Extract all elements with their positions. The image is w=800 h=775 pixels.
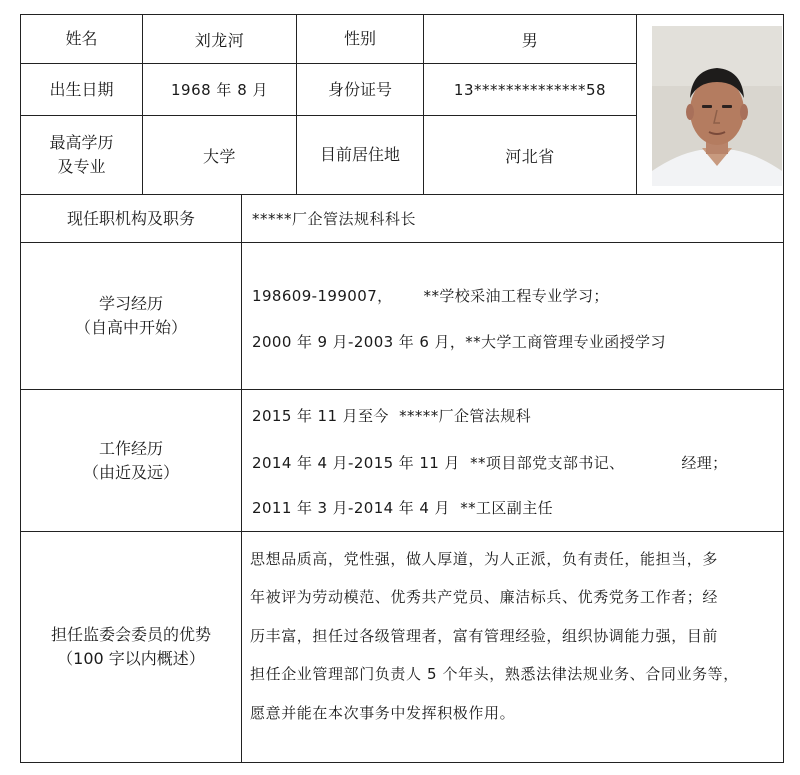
- table-border-right: [783, 14, 784, 763]
- advantage-line: 思想品质高，党性强，做人厚道，为人正派，负有责任，能担当，多: [250, 550, 719, 568]
- position-label: 现任职机构及职务: [66, 208, 195, 228]
- advantage-text: [250, 540, 775, 732]
- name-label: 姓名: [65, 29, 98, 48]
- column-divider: [241, 194, 242, 763]
- work-entry: 2011 年 3 月-2014 年 4 月 **工区副主任: [252, 499, 553, 517]
- advantage-label: [21, 532, 241, 762]
- residence-label: 目前居住地: [319, 145, 400, 164]
- id-value: 13**************58: [453, 80, 607, 99]
- gender-label: 性别: [343, 29, 376, 48]
- work-entry: 2014 年 4 月-2015 年 11 月 **项目部党支部书记、 经理；: [252, 454, 728, 472]
- id-label: 身份证号: [327, 79, 392, 99]
- advantage-label-line1: 担任监委会委员的优势: [50, 625, 211, 644]
- study-entry: 198609-199007， **学校采油工程专业学习；: [252, 287, 609, 305]
- advantage-line: 担任企业管理部门负责人 5 个年头，熟悉法律法规业务、合同业务等，: [250, 665, 739, 684]
- work-label-line1: 工作经历: [98, 438, 163, 458]
- birth-value: 1968 年 8 月: [170, 81, 269, 99]
- column-divider: [636, 14, 637, 195]
- residence-value: 河北省: [505, 146, 555, 166]
- education-label: [21, 116, 142, 194]
- work-label-line2: （由近及远）: [82, 462, 179, 482]
- advantage-line: 愿意并能在本次事务中发挥积极作用。: [250, 703, 516, 722]
- study-label-line2: （自高中开始）: [74, 318, 187, 337]
- portrait-image: [652, 26, 782, 186]
- birth-label: 出生日期: [49, 79, 114, 99]
- study-entry: 2000 年 9 月-2003 年 6 月，**大学工商管理专业函授学习: [252, 333, 666, 351]
- education-label-line1: 最高学历: [49, 133, 114, 152]
- work-entry: 2015 年 11 月至今 *****厂企管法规科: [252, 407, 532, 425]
- gender-value: 男: [521, 30, 539, 50]
- name-value: 刘龙河: [194, 30, 245, 50]
- study-label-line1: 学习经历: [98, 294, 163, 313]
- work-label: [21, 390, 241, 531]
- advantage-line: 历丰富，担任过各级管理者，富有管理经验，组织协调能力强，目前: [250, 626, 719, 645]
- education-value: 大学: [202, 146, 236, 166]
- education-label-line2: 及专业: [57, 157, 106, 176]
- advantage-line: 年被评为劳动模范、优秀共产党员、廉洁标兵、优秀党务工作者；经: [250, 588, 719, 607]
- study-label: [21, 243, 241, 389]
- portrait-photo: [652, 26, 782, 186]
- advantage-label-line2: （100 字以内概述）: [57, 649, 205, 668]
- position-value: *****厂企管法规科科长: [252, 210, 417, 228]
- table-border-bottom: [20, 762, 784, 763]
